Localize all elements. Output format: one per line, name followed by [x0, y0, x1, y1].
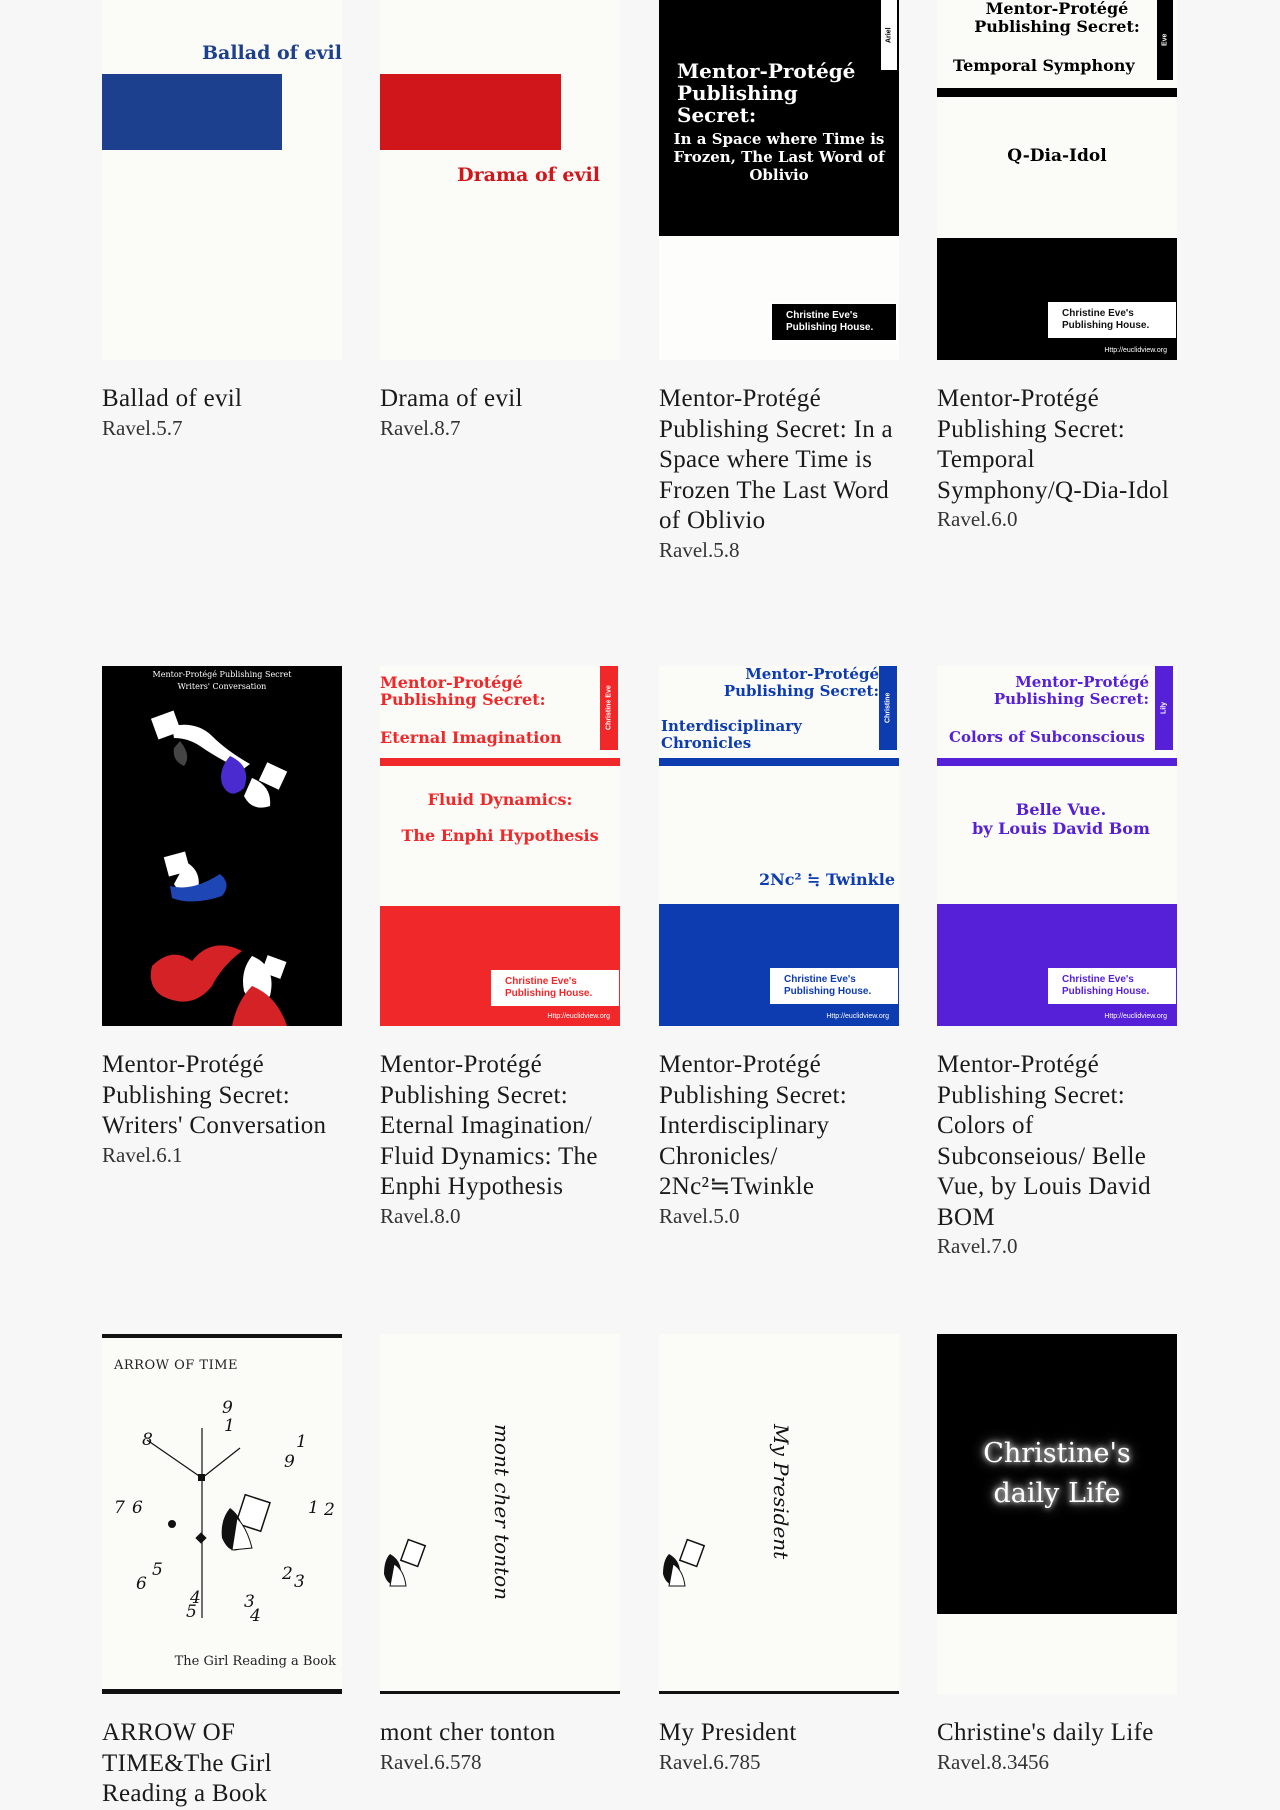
cover-center-title: Q-Dia-Idol	[1007, 146, 1107, 166]
book-card	[937, 666, 1177, 1259]
cover-spine-tab: Ariel	[881, 0, 897, 70]
cover-color-band	[380, 906, 620, 1026]
clock-numeral: 7	[114, 1498, 125, 1518]
book-cover[interactable]	[659, 1334, 899, 1694]
cover-spine-tab: Christine	[879, 666, 897, 750]
publisher-url: Http://euclidview.org	[1104, 1013, 1167, 1020]
publisher-url: Http://euclidview.org	[547, 1013, 610, 1020]
book-title[interactable]: Mentor-Protégé Publishing Secret: Interdisciplinary Chronicles/ 2Nc²≒Twinkle	[659, 1051, 848, 1200]
clock-numeral: 8	[142, 1430, 153, 1450]
cover-series: Mentor-Protégé Publishing Secret	[152, 670, 292, 679]
cover-subtitle: Colors of Subconscious	[949, 728, 1145, 746]
book-title[interactable]: Mentor-Protégé Publishing Secret: Writers' Conversation	[102, 1051, 327, 1139]
publisher-name: Christine Eve's	[505, 976, 577, 987]
red-phoenix-figure	[151, 945, 287, 1026]
cover-subtitle: Eternal Imagination	[380, 728, 562, 747]
clock-numeral: 6	[132, 1498, 143, 1518]
publisher-house: Publishing House.	[1062, 320, 1150, 331]
cover-title: ARROW OF TIME	[114, 1358, 239, 1373]
clock-numeral: 4	[190, 1588, 201, 1608]
book-card	[937, 0, 1177, 532]
publisher-badge	[1048, 302, 1176, 338]
book-card	[102, 1334, 342, 1810]
book-cover[interactable]	[659, 666, 899, 1026]
book-cover[interactable]	[102, 666, 342, 1026]
cover-spine-tab: Lily	[1155, 666, 1173, 750]
book-version: Ravel.8.3456	[937, 1749, 1049, 1774]
book-cover[interactable]	[659, 0, 899, 360]
book-version: Ravel.6.1	[102, 1142, 183, 1167]
book-title[interactable]: Mentor-Protégé Publishing Secret: Colors of Subconseious/ Belle Vue, by Louis David BOM	[937, 1051, 1151, 1231]
cover-subtitle: Temporal Symphony	[953, 56, 1135, 75]
book-title[interactable]: Mentor-Protégé Publishing Secret: Temporal Symphony/Q-Dia-Idol	[937, 385, 1170, 504]
book-card	[937, 1334, 1177, 1775]
cover-spine-tab: Eve	[1157, 0, 1173, 80]
publisher-name: Christine Eve's	[784, 974, 856, 985]
book-cover[interactable]	[937, 0, 1177, 360]
book-title[interactable]: Mentor-Protégé Publishing Secret: Eternal Imagination/ Fluid Dynamics: The Enphi Hypothesis	[380, 1051, 598, 1200]
cover-subtitle: Interdisciplinary Chronicles	[661, 717, 802, 752]
book-title[interactable]: mont cher tonton	[380, 1719, 556, 1746]
clock-numeral: 4	[250, 1606, 261, 1626]
publisher-house: Publishing House.	[784, 986, 872, 997]
cover-spine-tab: Christine Eve	[600, 666, 618, 750]
publisher-name: Christine Eve's	[1062, 308, 1134, 319]
cover-divider	[659, 758, 899, 766]
book-title[interactable]: Drama of evil	[380, 385, 523, 412]
cover-center-title: Belle Vue.	[1015, 800, 1107, 819]
publisher-house: Publishing House.	[1062, 986, 1150, 997]
cover-script-title: My President	[769, 1424, 793, 1560]
book-cover[interactable]	[380, 0, 620, 360]
cover-color-block	[380, 74, 561, 150]
book-card	[380, 666, 620, 1229]
book-card	[102, 0, 342, 441]
clock-numeral: 2	[282, 1564, 293, 1584]
book-title[interactable]: Christine's daily Life	[937, 1719, 1154, 1746]
cover-divider	[380, 758, 620, 766]
girl-reading-illustration	[102, 666, 342, 1026]
clock-numeral: 1	[308, 1498, 319, 1518]
cover-black-band	[937, 238, 1177, 360]
book-card	[380, 0, 620, 441]
cover-title: Drama of evil	[457, 164, 600, 186]
cover-series: Mentor-Protégé Publishing Secret:	[380, 673, 546, 709]
publisher-house: Publishing House.	[786, 322, 874, 333]
clock-numeral: 3	[244, 1592, 255, 1612]
cover-title: Ballad of evil	[201, 42, 342, 64]
book-title[interactable]: My President	[659, 1719, 797, 1746]
cover-color-band	[659, 904, 899, 1026]
book-cover[interactable]	[937, 666, 1177, 1026]
book-cover[interactable]	[380, 1334, 620, 1694]
clock-numeral: 2	[324, 1500, 335, 1520]
book-card	[659, 666, 899, 1229]
publisher-url: Http://euclidview.org	[1104, 347, 1167, 354]
cover-series: Mentor-Protégé Publishing Secret:	[723, 666, 879, 700]
clock-numeral: 3	[294, 1572, 305, 1592]
book-version: Ravel.8.7	[380, 415, 461, 440]
reading-girl-figure	[222, 1495, 270, 1551]
clock-numeral: 1	[296, 1432, 307, 1452]
publisher-url: Http://euclidview.org	[826, 1013, 889, 1020]
clock-numeral: 6	[136, 1574, 147, 1594]
publisher-badge	[770, 968, 898, 1004]
book-version: Ravel.7.0	[937, 1234, 1018, 1258]
publisher-badge	[1048, 968, 1176, 1004]
book-cover[interactable]	[937, 1334, 1177, 1694]
cover-center-subtitle: by Louis David Bom	[972, 819, 1150, 838]
cover-subtitle: The Girl Reading a Book	[174, 1654, 336, 1669]
cover-series: Mentor-Protégé Publishing Secret:	[993, 673, 1149, 708]
book-version: Ravel.6.0	[937, 507, 1018, 531]
purple-girl-figure	[221, 756, 287, 808]
cover-script-title: mont cher tonton	[490, 1424, 514, 1601]
publisher-badge	[770, 302, 898, 342]
clock-numeral: 5	[186, 1602, 197, 1622]
book-version: Ravel.5.7	[102, 415, 183, 440]
cover-divider	[937, 88, 1177, 97]
publisher-badge	[491, 970, 619, 1006]
book-cover[interactable]	[102, 1334, 342, 1694]
book-title[interactable]: Mentor-Protégé Publishing Secret: In a Space where Time is Frozen The Last Word of Oblivio	[659, 385, 893, 534]
publisher-house: Publishing House.	[505, 988, 593, 999]
cover-series: Mentor-Protégé Publishing Secret:	[677, 59, 856, 127]
book-card	[380, 1334, 620, 1775]
book-version: Ravel.6.785	[659, 1749, 761, 1774]
book-version: Ravel.8.0	[380, 1203, 461, 1228]
book-card	[659, 0, 899, 563]
publisher-name: Christine Eve's	[1062, 974, 1134, 985]
cover-center-subtitle: The Enphi Hypothesis	[401, 826, 599, 845]
book-title[interactable]: Ballad of evil	[102, 385, 243, 412]
cover-center-title: 2Nc² ≒ Twinkle	[758, 870, 895, 889]
clock-numeral: 9	[222, 1398, 233, 1418]
cover-series: Mentor-Protégé Publishing Secret:	[974, 0, 1140, 36]
blue-girl-figure	[164, 851, 227, 901]
cover-divider	[937, 758, 1177, 766]
book-cover[interactable]	[380, 666, 620, 1026]
cover-center-title: Fluid Dynamics:	[427, 790, 573, 809]
book-title[interactable]: ARROW OF TIME&The Girl Reading a Book	[102, 1719, 272, 1807]
book-version: Ravel.5.8	[659, 537, 740, 562]
book-card	[102, 666, 342, 1168]
cover-glow-title: Christine's daily Life	[983, 1438, 1131, 1509]
reading-girl-illustration	[659, 1534, 719, 1594]
cover-color-block	[102, 74, 282, 150]
book-version: Ravel.6.578	[380, 1749, 482, 1774]
book-cover[interactable]	[102, 0, 342, 360]
cover-subtitle: In a Space where Time is Frozen, The Last Word of Oblivio	[673, 130, 885, 184]
clock-numeral: 5	[152, 1560, 163, 1580]
publisher-name: Christine Eve's	[786, 310, 858, 321]
cover-subtitle: Writers' Conversation	[177, 682, 267, 691]
reading-girl-illustration	[380, 1534, 440, 1594]
cover-color-band	[937, 904, 1177, 1026]
clock-numeral: 1	[224, 1416, 235, 1436]
clock-numeral: 9	[284, 1452, 295, 1472]
book-version: Ravel.5.0	[659, 1203, 740, 1228]
book-card	[659, 1334, 899, 1775]
